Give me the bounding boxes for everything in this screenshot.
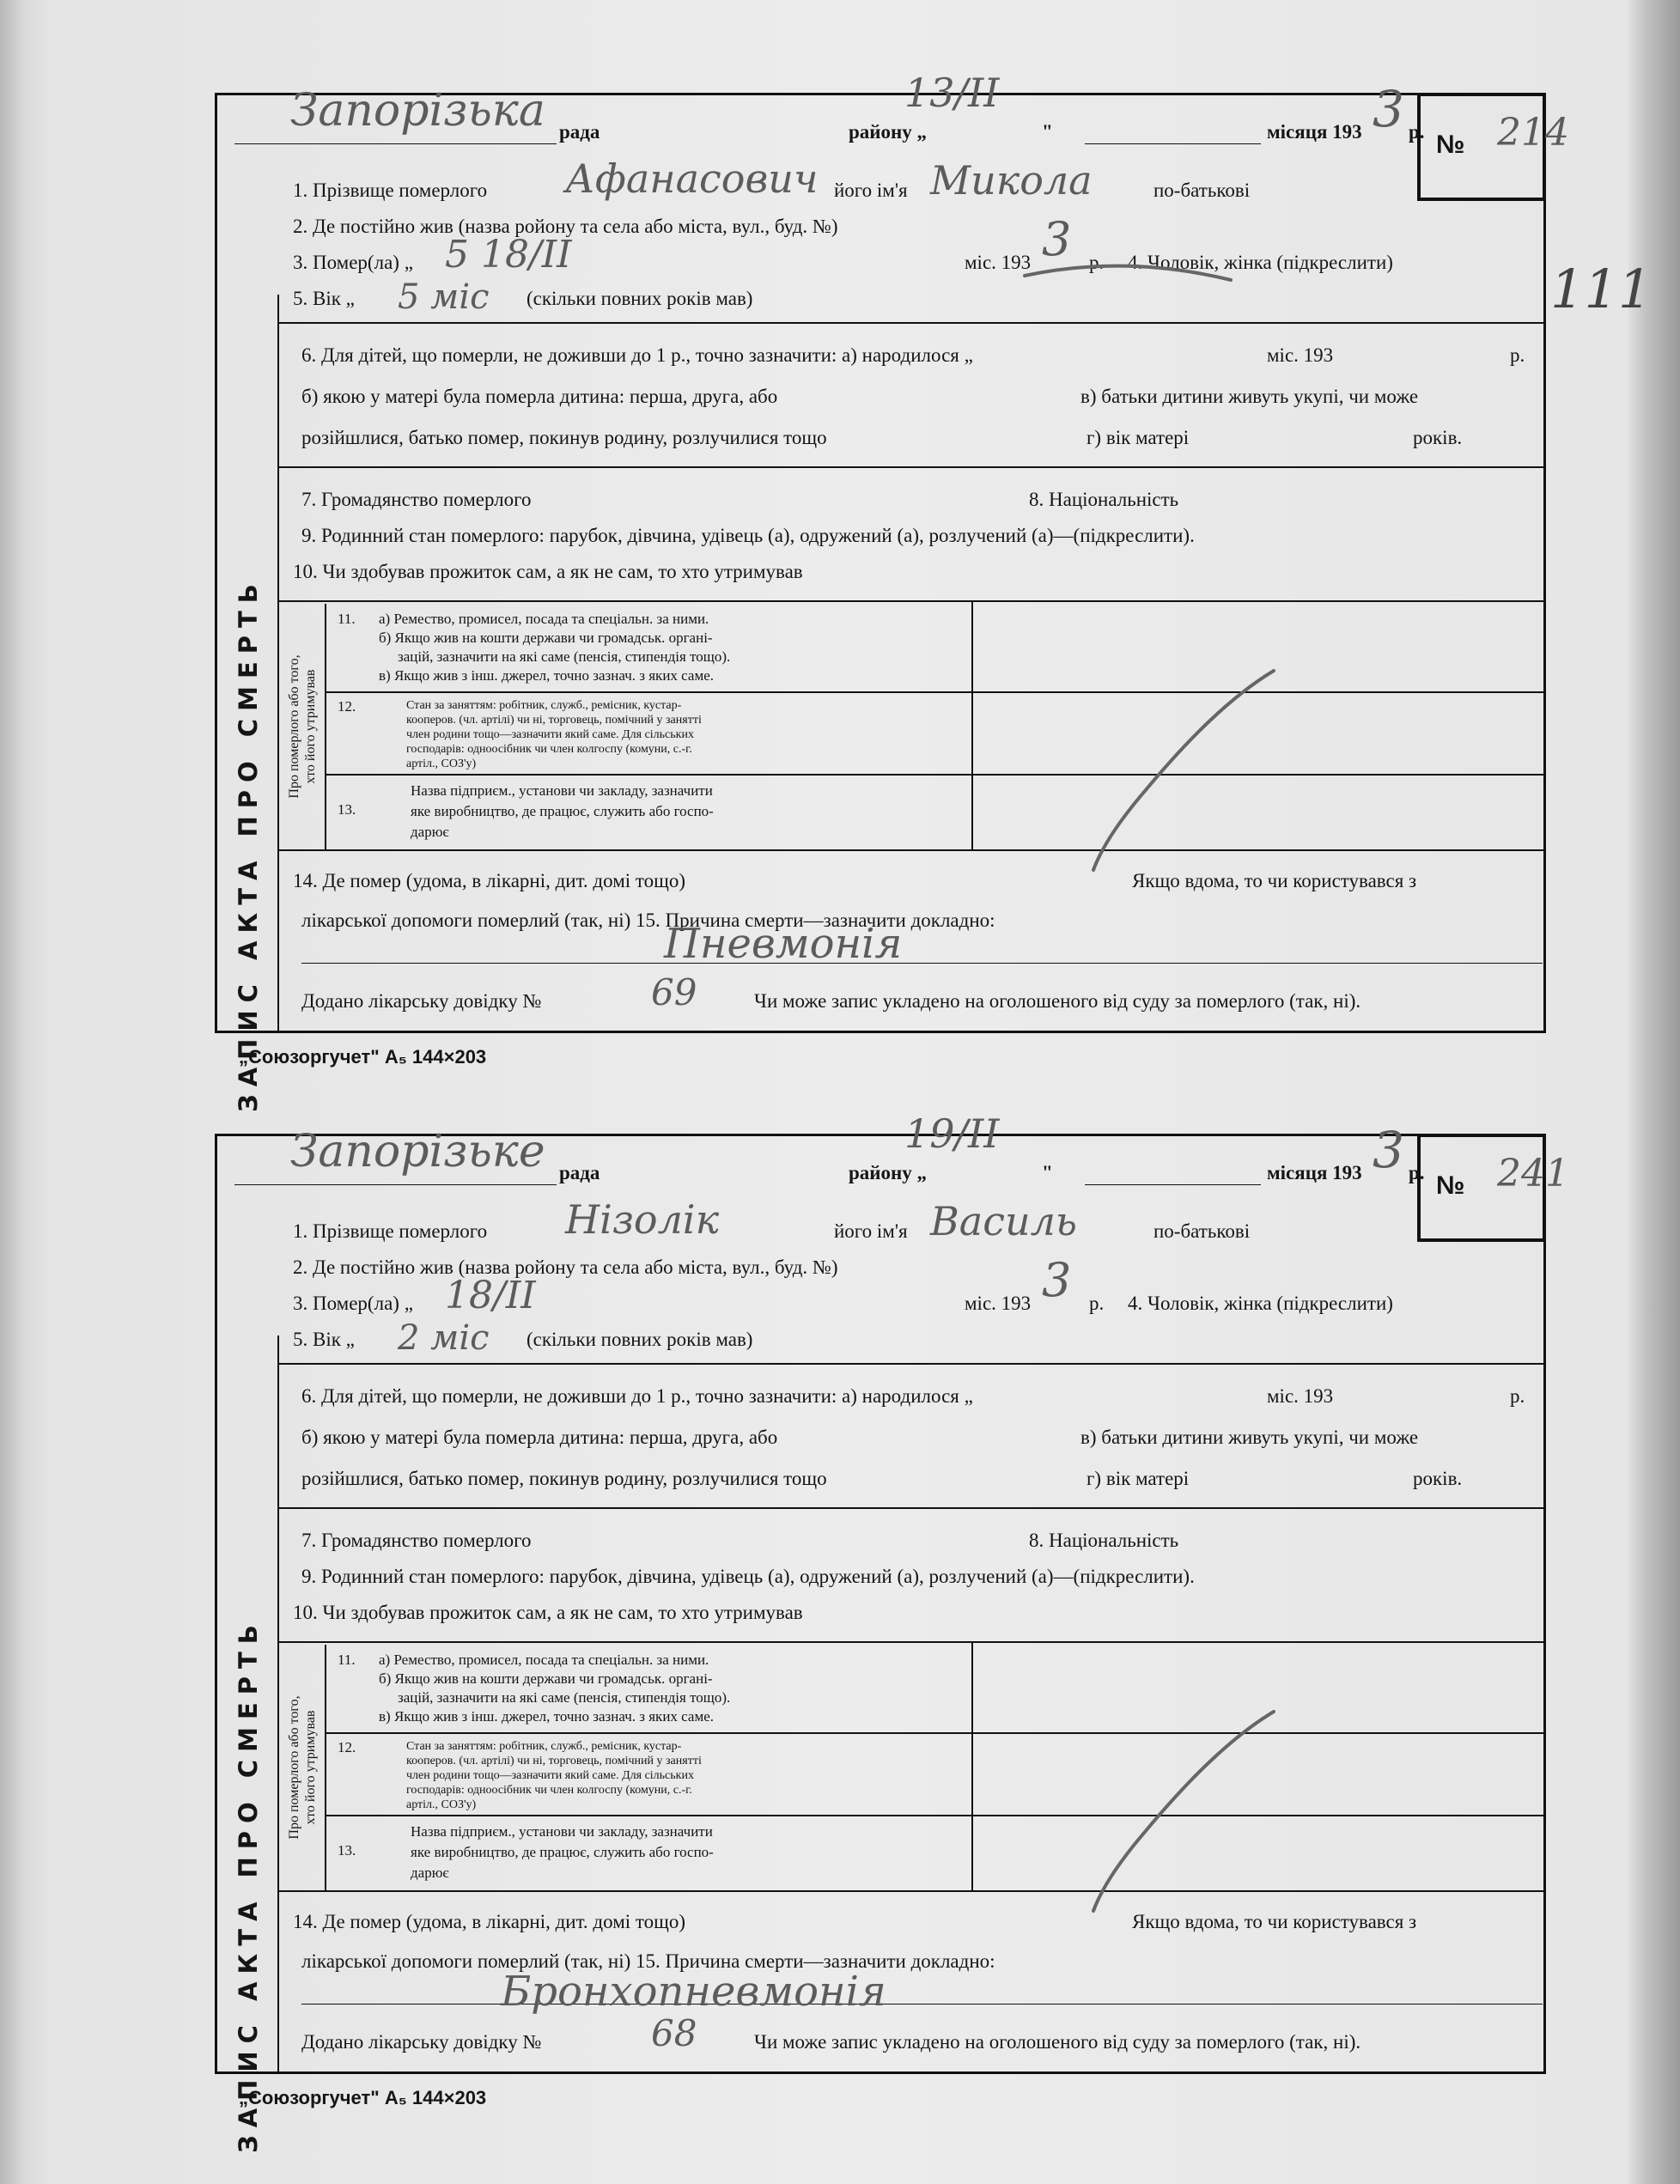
handwritten-month-year: 3 bbox=[1373, 80, 1404, 138]
divider-after-q6 bbox=[279, 1507, 1546, 1509]
q6-line3c: років. bbox=[1413, 427, 1463, 448]
q12-l4: господарів: одноосібник чи член колгоспу (комуни, с.-г. bbox=[406, 743, 692, 756]
q2-label: 2. Де постійно жив (назва ройону та села або міста, вул., буд. №) bbox=[293, 1256, 838, 1278]
header-quote: " bbox=[1042, 121, 1053, 143]
divider-after-q6 bbox=[279, 466, 1546, 468]
side-title-band bbox=[217, 295, 279, 1112]
occupation-subtitle: Про померлого або того, хто його утримував bbox=[287, 1695, 318, 1840]
q14-end: Якщо вдома, то чи користувався з bbox=[1132, 1911, 1417, 1932]
q12-l5: артіл., СОЗ'у) bbox=[406, 757, 477, 770]
q6-line2b: в) батьки дитини живуть укупі, чи може bbox=[1080, 1427, 1419, 1448]
q13-l3: дарює bbox=[411, 824, 449, 840]
q11-b2: зацій, зазначити на які саме (пенсія, стипендія тощо). bbox=[398, 1689, 731, 1706]
q7-label: 7. Громадянство померлого bbox=[301, 489, 532, 510]
printer-imprint-1: „Союзоргучет" А₅ 144×203 bbox=[239, 1046, 487, 1068]
q10-label: 10. Чи здобував прожиток сам, а як не сам, то хто утримував bbox=[293, 561, 803, 582]
side-title: ЗАПИС АКТА ПРО СМЕРТЬ bbox=[234, 576, 263, 1112]
handwritten-strike-mark bbox=[990, 1686, 1351, 1926]
divider-after-q13 bbox=[279, 849, 1546, 851]
q6-line3a: розійшлися, батько помер, покинув родину, розлучилися тощо bbox=[301, 1468, 827, 1489]
q8-label: 8. Національність bbox=[1029, 489, 1179, 510]
handwritten-death-year: 3 bbox=[1042, 212, 1072, 266]
header-rada-label: рада bbox=[559, 1162, 600, 1183]
handwritten-age: 5 міс bbox=[398, 277, 490, 317]
q4-label: 4. Чоловік, жінка (підкреслити) bbox=[1128, 1293, 1393, 1314]
q12-l3: член родини тощо—зазначити який саме. Для сільських bbox=[406, 1769, 694, 1782]
q13-number: 13. bbox=[338, 801, 356, 818]
header-raion-label: району „ bbox=[849, 121, 928, 143]
q15-label: лікарської допомоги померлий (так, ні) 15. Причина смерти—зазначити докладно: bbox=[301, 1950, 995, 1972]
divider-after-q13 bbox=[279, 1890, 1546, 1892]
q1-label: 1. Прізвище померлого bbox=[293, 1220, 488, 1242]
q13-l3: дарює bbox=[411, 1865, 449, 1881]
cause-extra-line bbox=[301, 963, 1543, 964]
q11-v: в) Якщо жив з інш. джерел, точно зазнач. з яких саме. bbox=[379, 1708, 715, 1725]
q1-patronymic-label: по-батькові bbox=[1153, 1220, 1251, 1242]
cause-extra-line bbox=[301, 2004, 1543, 2005]
side-title-band bbox=[217, 1335, 279, 2153]
q1-name-label: його ім'я bbox=[834, 179, 908, 201]
q11-a: а) Ремество, промисел, посада та спеціальн. за ними. bbox=[379, 611, 709, 627]
divider-after-q11 bbox=[326, 1732, 1546, 1734]
q11-b1: б) Якщо жив на кошти держави чи громадськ. органі- bbox=[379, 1670, 713, 1687]
side-title: ЗАПИС АКТА ПРО СМЕРТЬ bbox=[234, 1617, 263, 2153]
q12-l3: член родини тощо—зазначити який саме. Для сільських bbox=[406, 728, 694, 741]
header-raion-label: району „ bbox=[849, 1162, 928, 1183]
binding-edge bbox=[1628, 0, 1680, 2184]
attached-label: Додано лікарську довідку № bbox=[301, 2031, 542, 2053]
q12-l2: кооперов. (чл. артілі) чи ні, торговець, помічний у занятті bbox=[406, 714, 702, 727]
q6-year-label: р. bbox=[1510, 344, 1525, 366]
attached-end: Чи може запис укладено на оголошеного від суду за померлого (так, ні). bbox=[754, 2031, 1361, 2053]
q13-l2: яке виробництво, де працює, служить або госпо- bbox=[411, 803, 714, 819]
attached-label: Додано лікарську довідку № bbox=[301, 990, 542, 1012]
divider-after-q12 bbox=[326, 1815, 1546, 1816]
header-quote: " bbox=[1042, 1162, 1053, 1183]
handwritten-certificate-number: 69 bbox=[651, 971, 697, 1013]
q3-year-label: р. bbox=[1089, 1293, 1105, 1314]
q5-label: 5. Вік „ bbox=[293, 1329, 355, 1350]
q12-l1: Стан за заняттям: робітник, служб., ремісник, кустар- bbox=[406, 699, 682, 712]
q3-month-label: міс. 193 bbox=[965, 1293, 1032, 1314]
handwritten-strike-mark bbox=[990, 645, 1351, 885]
q12-l2: кооперов. (чл. артілі) чи ні, торговець, помічний у занятті bbox=[406, 1755, 702, 1767]
q11-b1: б) Якщо жив на кошти держави чи громадськ. органі- bbox=[379, 630, 713, 646]
handwritten-death-date: 18/ІІ bbox=[445, 1274, 536, 1317]
q14-label: 14. Де помер (удома, в лікарні, дит. домі тощо) bbox=[293, 1911, 686, 1932]
page-shadow bbox=[0, 0, 26, 2184]
q3-year-label: р. bbox=[1089, 252, 1105, 273]
record-number-box: № bbox=[1417, 93, 1546, 201]
q11-number: 11. bbox=[338, 1652, 356, 1668]
handwritten-record-number: 241 bbox=[1497, 1152, 1569, 1195]
occupation-right-column bbox=[971, 1641, 973, 1890]
q12-l5: артіл., СОЗ'у) bbox=[406, 1798, 477, 1811]
q9-label: 9. Родинний стан померлого: парубок, дівчина, удівець (а), одружений (а), розлучений (а)—(підкреслити). bbox=[301, 525, 1195, 546]
q6-line2a: б) якою у матері була померла дитина: перша, друга, або bbox=[301, 1427, 778, 1448]
occupation-subtitle: Про померлого або того, хто його утримував bbox=[287, 654, 318, 799]
handwritten-raion-date: 19/ІІ bbox=[904, 1110, 1000, 1157]
q14-end: Якщо вдома, то чи користувався з bbox=[1132, 870, 1417, 891]
handwritten-age: 2 міс bbox=[398, 1318, 490, 1358]
handwritten-death-date: 5 18/ІІ bbox=[445, 233, 572, 277]
occupation-subtitle-band bbox=[279, 604, 326, 850]
q8-label: 8. Національність bbox=[1029, 1530, 1179, 1551]
printer-imprint-2: „Союзоргучет" А₅ 144×203 bbox=[239, 2087, 487, 2108]
q11-number: 11. bbox=[338, 611, 356, 627]
header-year-label: р. bbox=[1409, 1162, 1425, 1183]
handwritten-surname: Нізолік bbox=[565, 1196, 720, 1243]
q3-label: 3. Помер(ла) „ bbox=[293, 252, 413, 273]
q6-line3b: г) вік матері bbox=[1087, 427, 1190, 448]
q3-label: 3. Помер(ла) „ bbox=[293, 1293, 413, 1314]
q10-label: 10. Чи здобував прожиток сам, а як не сам, то хто утримував bbox=[293, 1602, 803, 1623]
attached-end: Чи може запис укладено на оголошеного від суду за померлого (так, ні). bbox=[754, 990, 1361, 1012]
q12-l4: господарів: одноосібник чи член колгоспу (комуни, с.-г. bbox=[406, 1784, 692, 1797]
q14-label: 14. Де помер (удома, в лікарні, дит. домі тощо) bbox=[293, 870, 686, 891]
divider-after-q10 bbox=[279, 1641, 1546, 1643]
q6-line3c: років. bbox=[1413, 1468, 1463, 1489]
q13-l1: Назва підприєм., установи чи закладу, зазначити bbox=[411, 1823, 713, 1840]
q6-month-label: міс. 193 bbox=[1267, 1385, 1334, 1407]
occupation-right-column bbox=[971, 600, 973, 849]
divider-after-q5 bbox=[279, 1363, 1546, 1365]
q15-label: лікарської допомоги померлий (так, ні) 15. Причина смерти—зазначити докладно: bbox=[301, 909, 995, 931]
divider-after-q12 bbox=[326, 774, 1546, 776]
handwritten-margin-note: 111 bbox=[1550, 258, 1653, 320]
q12-number: 12. bbox=[338, 1739, 356, 1755]
q3-month-label: міс. 193 bbox=[965, 252, 1032, 273]
q1-name-label: його ім'я bbox=[834, 1220, 908, 1242]
q5-label: 5. Вік „ bbox=[293, 288, 355, 309]
q11-a: а) Ремество, промисел, посада та спеціальн. за ними. bbox=[379, 1652, 709, 1668]
handwritten-rada: Запорізька bbox=[290, 85, 545, 137]
q2-label: 2. Де постійно жив (назва ройону та села або міста, вул., буд. №) bbox=[293, 216, 838, 237]
header-month-line bbox=[1085, 143, 1261, 144]
q6-line2b: в) батьки дитини живуть укупі, чи може bbox=[1080, 386, 1419, 407]
header-year-label: р. bbox=[1409, 121, 1425, 143]
q13-l2: яке виробництво, де працює, служить або госпо- bbox=[411, 1844, 714, 1860]
record-number-box: № bbox=[1417, 1134, 1546, 1242]
q6-line1: 6. Для дітей, що померли, не доживши до 1 р., точно зазначити: а) народилося „ bbox=[301, 344, 973, 366]
header-month-line bbox=[1085, 1184, 1261, 1185]
q11-b2: зацій, зазначити на які саме (пенсія, стипендія тощо). bbox=[398, 648, 731, 665]
q6-line2a: б) якою у матері була померла дитина: перша, друга, або bbox=[301, 386, 778, 407]
q12-l1: Стан за заняттям: робітник, служб., ремісник, кустар- bbox=[406, 1740, 682, 1753]
q6-line3b: г) вік матері bbox=[1087, 1468, 1190, 1489]
header-month-label: місяця 193 bbox=[1267, 1162, 1362, 1183]
q5-note: (скільки повних років мав) bbox=[527, 1329, 753, 1350]
header-rada-label: рада bbox=[559, 121, 600, 143]
q9-label: 9. Родинний стан померлого: парубок, дівчина, удівець (а), одружений (а), розлучений (а)—(підкреслити). bbox=[301, 1566, 1195, 1587]
q5-note: (скільки повних років мав) bbox=[527, 288, 753, 309]
handwritten-first-name: Василь bbox=[930, 1198, 1077, 1244]
q1-label: 1. Прізвище померлого bbox=[293, 179, 488, 201]
handwritten-first-name: Микола bbox=[930, 157, 1093, 204]
divider-after-q11 bbox=[326, 691, 1546, 693]
q6-month-label: міс. 193 bbox=[1267, 344, 1334, 366]
header-rada-line bbox=[234, 143, 557, 144]
q7-label: 7. Громадянство померлого bbox=[301, 1530, 532, 1551]
handwritten-death-year: 3 bbox=[1042, 1253, 1072, 1307]
q13-number: 13. bbox=[338, 1842, 356, 1859]
q4-label: 4. Чоловік, жінка (підкреслити) bbox=[1128, 252, 1393, 273]
divider-after-q5 bbox=[279, 322, 1546, 324]
q6-line1: 6. Для дітей, що померли, не доживши до 1 р., точно зазначити: а) народилося „ bbox=[301, 1385, 973, 1407]
handwritten-surname: Афанасович bbox=[565, 155, 819, 202]
q1-patronymic-label: по-батькові bbox=[1153, 179, 1251, 201]
handwritten-month-year: 3 bbox=[1373, 1121, 1404, 1179]
header-rada-line bbox=[234, 1184, 557, 1185]
q6-line3a: розійшлися, батько помер, покинув родину, розлучилися тощо bbox=[301, 427, 827, 448]
q11-v: в) Якщо жив з інш. джерел, точно зазнач. з яких саме. bbox=[379, 667, 715, 684]
header-month-label: місяця 193 bbox=[1267, 121, 1362, 143]
handwritten-raion-date: 13/ІІ bbox=[904, 70, 1000, 116]
q12-number: 12. bbox=[338, 698, 356, 715]
q6-year-label: р. bbox=[1510, 1385, 1525, 1407]
handwritten-cause-of-death: Бронхопневмонія bbox=[501, 1968, 886, 2016]
handwritten-certificate-number: 68 bbox=[651, 2012, 697, 2054]
handwritten-gender-strike bbox=[1016, 246, 1239, 297]
handwritten-rada: Запорізьке bbox=[290, 1126, 545, 1177]
handwritten-record-number: 214 bbox=[1497, 111, 1569, 155]
handwritten-cause-of-death: Пневмонія bbox=[664, 920, 903, 968]
q13-l1: Назва підприєм., установи чи закладу, зазначити bbox=[411, 782, 713, 799]
divider-after-q10 bbox=[279, 600, 1546, 602]
occupation-subtitle-band bbox=[279, 1645, 326, 1891]
